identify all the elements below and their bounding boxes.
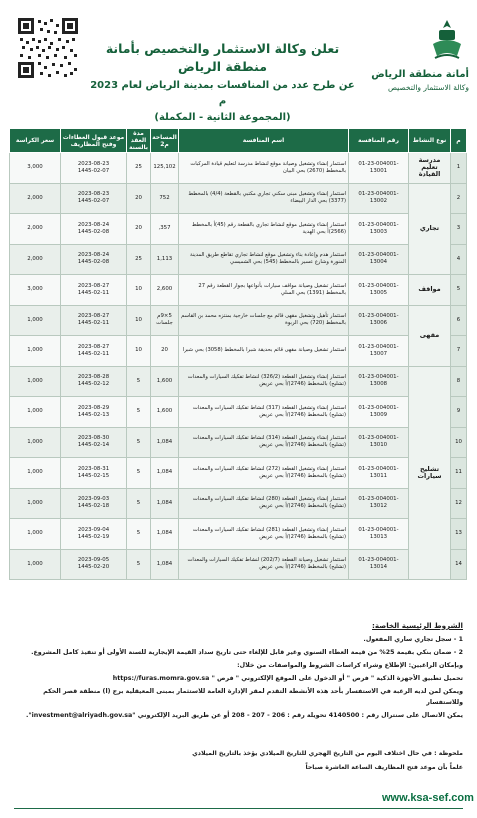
row-index: 9: [451, 397, 467, 428]
tender-price: 3,000: [10, 275, 61, 306]
row-index: 1: [451, 153, 467, 184]
date-hijri: 1445-02-12: [77, 381, 110, 388]
date-gregorian: 2023-08-27: [77, 313, 110, 320]
announcement-group: (المجموعة الثانية - المكملة): [154, 112, 291, 123]
table-row: [10, 305, 467, 336]
tender-number: 01-23-004001-13003: [349, 214, 409, 245]
tender-name: استثمار هدم وإعادة بناء وتشغيل موقع لنشاط تجاري تقاطع طريق المدينة المنورة وشارع عسير بالمخطط (545) بحي الشميسي: [179, 244, 349, 275]
header-number: رقم المنافسة: [349, 129, 409, 153]
tender-dates: [61, 214, 127, 245]
tender-dates: [61, 488, 127, 519]
header-activity: نوع النشاط: [409, 129, 451, 153]
tender-duration: 25: [127, 244, 151, 275]
tender-area: 1,084: [151, 427, 179, 458]
row-index: 6: [451, 305, 467, 336]
tender-price: 2,000: [10, 214, 61, 245]
row-index: 2: [451, 183, 467, 214]
date-gregorian: 2023-08-29: [77, 404, 110, 411]
header-price: سعر الكراسة: [10, 129, 61, 153]
tender-number: 01-23-004001-13005: [349, 275, 409, 306]
tender-area: 357,: [151, 214, 179, 245]
tender-number: 01-23-004001-13014: [349, 549, 409, 580]
tender-name: استثمار تشغيل وصيانة القطعة (202/7) لنشاط تفكيك السيارات والمعدات (تشليح) بالمخطط (2746)/أ بحي عريض: [179, 549, 349, 580]
tender-area: 1,113: [151, 244, 179, 275]
date-gregorian: 2023-08-30: [77, 435, 110, 442]
row-index: 11: [451, 458, 467, 489]
tender-price: 2,000: [10, 244, 61, 275]
tender-area: 2,600: [151, 275, 179, 306]
table-row: [10, 336, 467, 367]
tender-dates: [61, 519, 127, 550]
date-gregorian: 2023-09-05: [77, 557, 110, 564]
table-body: [10, 153, 467, 580]
tender-name: استثمار إنشاء وتشغيل القطعة (281) لنشاط تفكيك السيارات والمعدات (تشليح) بالمخطط (2746)/أ بحي عريض: [179, 519, 349, 550]
tender-price: 1,000: [10, 458, 61, 489]
date-hijri: 1445-02-15: [77, 472, 110, 479]
table-row: [10, 549, 467, 580]
date-hijri: 1445-02-11: [77, 350, 110, 357]
tender-number: 01-23-004001-13013: [349, 519, 409, 550]
header-idx: م: [451, 129, 467, 153]
row-index: 8: [451, 366, 467, 397]
note-opening-time: علماً بأن موعد فتح المظاريف الساعة العاشرة صباحاً: [305, 764, 463, 771]
tender-area: 1,084: [151, 549, 179, 580]
tender-number: 01-23-004001-13004: [349, 244, 409, 275]
tender-name: استثمار تشغيل وصيانة مواقف سيارات بأنواعها بجوار القطعة رقم 27 بالمخطط (1391) بحي السلي: [179, 275, 349, 306]
tender-duration: 5: [127, 549, 151, 580]
header-area: المساحة م2: [151, 129, 179, 153]
date-hijri: 1445-02-07: [77, 167, 110, 174]
header-duration: مدة العقد بالسنة: [127, 129, 151, 153]
tender-number: 01-23-004001-13010: [349, 427, 409, 458]
tender-duration: 25: [127, 153, 151, 184]
date-gregorian: 2023-08-24: [77, 221, 110, 228]
notes-section: [14, 748, 463, 776]
tender-duration: 5: [127, 397, 151, 428]
tender-number: 01-23-004001-13001: [349, 153, 409, 184]
contact-info[interactable]: يمكن الاتصال على سنترال رقم : 4140500 تحويلة رقم : 206 - 207 - 208 أو عن طريق البريد الإلكتروني "investment@alriyadh.gov.sa".: [25, 712, 463, 719]
tender-price: 3,000: [10, 153, 61, 184]
tender-duration: 5: [127, 427, 151, 458]
announcement-subtitle: عن طرح عدد من المنافسات بمدينة الرياض لعام 2023 م: [90, 80, 355, 107]
date-hijri: 1445-02-11: [77, 289, 110, 296]
date-gregorian: 2023-09-04: [77, 526, 110, 533]
riyadh-logo-icon: [427, 18, 467, 64]
tender-number: 01-23-004001-13011: [349, 458, 409, 489]
tender-dates: [61, 336, 127, 367]
table-row: [10, 153, 467, 184]
tender-number: 01-23-004001-13009: [349, 397, 409, 428]
date-gregorian: 2023-08-24: [77, 252, 110, 259]
tender-number: 01-23-004001-13006: [349, 305, 409, 336]
activity-cell: تجاري: [409, 183, 451, 275]
term-link[interactable]: تحميل تطبيق الأجهزة الذكية " فرص " أو الدخول على الموقع الإلكتروني " فرص " https://furas.momra.gov.sa: [112, 675, 463, 682]
tender-dates: [61, 549, 127, 580]
tender-name: استثمار إنشاء وتشغيل القطعة (314) لنشاط تفكيك السيارات والمعدات (تشليح) بالمخطط (2746)/أ بحي عريض: [179, 427, 349, 458]
tender-duration: 5: [127, 458, 151, 489]
date-hijri: 1445-02-18: [77, 503, 110, 510]
header-name: اسم المنافسة: [179, 129, 349, 153]
table-row: [10, 183, 467, 214]
row-index: 4: [451, 244, 467, 275]
bottom-divider: [14, 808, 463, 809]
tender-price: 1,000: [10, 549, 61, 580]
row-index: 7: [451, 336, 467, 367]
table-row: [10, 214, 467, 245]
tender-dates: [61, 275, 127, 306]
tender-dates: [61, 397, 127, 428]
table-header-row: [10, 129, 467, 153]
announcement-title-block: [86, 40, 359, 126]
tender-price: 1,000: [10, 305, 61, 336]
tender-duration: 5: [127, 519, 151, 550]
row-index: 5: [451, 275, 467, 306]
row-index: 13: [451, 519, 467, 550]
tender-number: 01-23-004001-13012: [349, 488, 409, 519]
tender-name: استثمار تشغيل وصيانة مقهى قائم بحديقة شبرا بالمخطط (3058) بحي شبرا: [179, 336, 349, 367]
tender-area: 1,600: [151, 366, 179, 397]
logo-title: أمانة منطقة الرياض: [371, 69, 469, 80]
table-row: [10, 519, 467, 550]
term-item: وبإمكان الراغبين: الإطلاع وشراء كراسات الشروط والمواصفات من خلال:: [237, 662, 463, 669]
row-index: 12: [451, 488, 467, 519]
tender-name: استثمار إنشاء وتشغيل وصيانة موقع لنشاط مدرسة لتعليم قيادة المركبات بالمخطط (2670) بحي البيان: [179, 153, 349, 184]
qr-code-icon: [16, 16, 80, 80]
tender-dates: [61, 427, 127, 458]
date-gregorian: 2023-08-27: [77, 282, 110, 289]
table-row: [10, 397, 467, 428]
tender-price: 1,000: [10, 519, 61, 550]
date-hijri: 1445-02-07: [77, 198, 110, 205]
row-index: 10: [451, 427, 467, 458]
note-date: ملحوظة : في حال اختلاف اليوم من التاريخ الهجري للتاريخ الميلادي يؤخذ بالتاريخ الميلادي: [192, 750, 463, 757]
tender-price: 2,000: [10, 183, 61, 214]
date-hijri: 1445-02-08: [77, 228, 110, 235]
date-gregorian: 2023-08-31: [77, 465, 110, 472]
tender-dates: [61, 183, 127, 214]
tender-price: 1,000: [10, 336, 61, 367]
tender-name: استثمار إنشاء وتشغيل القطعة (280) لنشاط تفكيك السيارات والمعدات (تشليح) بالمخطط (2746)/أ بحي عريض: [179, 488, 349, 519]
tender-name: استثمار إنشاء وتشغيل القطعة (317) لنشاط تفكيك السيارات والمعدات (تشليح) بالمخطط (2746)/أ بحي عريض: [179, 397, 349, 428]
tender-area: 5×9م جلسات: [151, 305, 179, 336]
date-gregorian: 2023-08-23: [77, 160, 110, 167]
tender-price: 1,000: [10, 488, 61, 519]
tender-area: 1,084: [151, 488, 179, 519]
table-row: [10, 366, 467, 397]
date-hijri: 1445-02-13: [77, 411, 110, 418]
tender-duration: 20: [127, 183, 151, 214]
tender-name: استثمار تأهيل وتشغيل مقهى قائم مع جلسات خارجية بمنتزه محمد بن القاسم بالمخطط (720) بحي الربوة: [179, 305, 349, 336]
tender-duration: 5: [127, 366, 151, 397]
tender-price: 1,000: [10, 366, 61, 397]
tender-price: 1,000: [10, 397, 61, 428]
tenders-table-wrap: [10, 128, 467, 580]
term-item: 1 - سجل تجاري ساري المفعول.: [363, 636, 463, 643]
tenders-table: [9, 128, 467, 580]
tender-dates: [61, 244, 127, 275]
tender-name: استثمار إنشاء وتشغيل مبنى سكني تجاري مكتبي بالقطعة (4/4) بالمخطط (3377) بحي الدار البيضاء: [179, 183, 349, 214]
tender-dates: [61, 458, 127, 489]
header-dates: موعد قبول العطاءات وفتح المظاريف: [61, 129, 127, 153]
tender-price: 1,000: [10, 427, 61, 458]
header: [8, 10, 469, 123]
date-gregorian: 2023-08-27: [77, 343, 110, 350]
tender-area: 752: [151, 183, 179, 214]
tender-dates: [61, 366, 127, 397]
table-row: [10, 458, 467, 489]
tender-name: استثمار إنشاء وتشغيل موقع لنشاط تجاري بالقطعة رقم (45)أ بالمخطط (2566)أ بحي الهدية: [179, 214, 349, 245]
tender-dates: [61, 153, 127, 184]
tender-duration: 20: [127, 214, 151, 245]
date-hijri: 1445-02-20: [77, 564, 110, 571]
tender-duration: 5: [127, 488, 151, 519]
table-row: [10, 488, 467, 519]
term-item: 2 - ضمان بنكي بقيمة 25% من قيمة العطاء السنوي وغير قابل للإلغاء حتى تاريخ سداد القيمة الإيجارية للسنة الأولى أو تنفيذ كامل المشروع.: [31, 649, 463, 656]
terms-section: [14, 620, 463, 723]
date-gregorian: 2023-09-03: [77, 496, 110, 503]
tender-area: 1,084: [151, 458, 179, 489]
terms-title: الشروط الرئيسية الخاصة:: [372, 621, 463, 630]
date-hijri: 1445-02-11: [77, 320, 110, 327]
row-index: 14: [451, 549, 467, 580]
activity-cell: مواقف: [409, 275, 451, 306]
tender-duration: 10: [127, 305, 151, 336]
tender-area: 1,600: [151, 397, 179, 428]
tender-number: 01-23-004001-13008: [349, 366, 409, 397]
site-watermark: www.ksa-sef.com: [382, 792, 474, 804]
activity-cell: مقهى: [409, 305, 451, 366]
tender-name: استثمار إنشاء وتشغيل القطعة (272) لنشاط تفكيك السيارات والمعدات (تشليح) بالمخطط (2746)/أ بحي عريض: [179, 458, 349, 489]
tender-dates: [61, 305, 127, 336]
date-hijri: 1445-02-08: [77, 259, 110, 266]
tender-area: 1,084: [151, 519, 179, 550]
activity-cell: تشليح سيارات: [409, 366, 451, 580]
tender-number: 01-23-004001-13002: [349, 183, 409, 214]
tender-area: 125,102: [151, 153, 179, 184]
table-row: [10, 427, 467, 458]
table-row: [10, 275, 467, 306]
announcement-title: تعلن وكالة الاستثمار والتخصيص بأمانة منطقة الرياض: [105, 41, 340, 74]
tender-area: 20: [151, 336, 179, 367]
term-item: ويمكن لمن لديه الرغبة في الاستفسار بأحد هذه الأنشطة التقدم لمقر الإدارة العامة للاستثمار بمبنى المعيقلية برج (ا) منطقة قصر الحكم وللاستفسار: [43, 688, 463, 706]
date-gregorian: 2023-08-23: [77, 191, 110, 198]
date-hijri: 1445-02-14: [77, 442, 110, 449]
table-row: [10, 244, 467, 275]
date-gregorian: 2023-08-28: [77, 374, 110, 381]
row-index: 3: [451, 214, 467, 245]
logo-subtitle: وكالة الاستثمار والتخصيص: [387, 83, 469, 92]
tender-duration: 10: [127, 336, 151, 367]
tender-duration: 10: [127, 275, 151, 306]
tender-number: 01-23-004001-13007: [349, 336, 409, 367]
activity-cell: مدرسة تعليم القيادة: [409, 153, 451, 184]
tender-name: استثمار إنشاء وتشغيل القطعة (326/2) لنشاط تفكيك السيارات والمعدات (تشليح) بالمخطط (2746)/أ بحي عريض: [179, 366, 349, 397]
date-hijri: 1445-02-19: [77, 533, 110, 540]
